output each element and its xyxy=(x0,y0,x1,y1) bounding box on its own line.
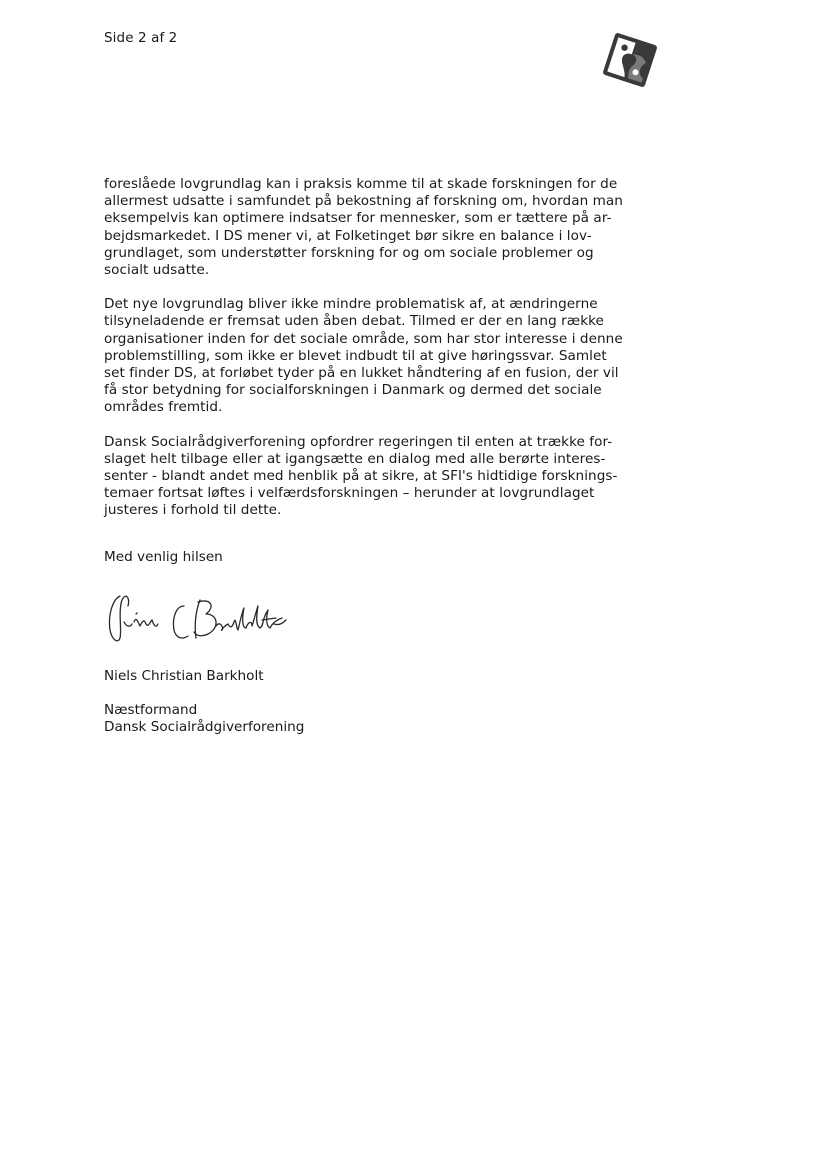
text-line: tilsyneladende er fremsat uden åben debat. Tilmed er der en lang række xyxy=(104,313,604,330)
text-line: bejdsmarkedet. I DS mener vi, at Folketinget bør sikre en balance i lov- xyxy=(104,227,592,244)
text-line: få stor betydning for socialforskningen i Danmark og dermed det sociale xyxy=(104,382,602,399)
text-line: grundlaget, som understøtter forskning for og om sociale problemer og xyxy=(104,244,594,261)
text-line: områdes fremtid. xyxy=(104,399,223,416)
text-line: temaer fortsat løftes i velfærdsforskningen – herunder at lovgrundlaget xyxy=(104,485,595,502)
signer-block xyxy=(104,702,304,736)
signer-title: Næstformand xyxy=(104,702,198,718)
handwritten-signature xyxy=(96,582,306,652)
text-line: Dansk Socialrådgiverforening opfordrer regeringen til enten at trække for- xyxy=(104,433,613,450)
signer-name: Niels Christian Barkholt xyxy=(104,668,264,684)
text-line: slaget helt tilbage eller at igangsætte en dialog med alle berørte interes- xyxy=(104,450,606,467)
text-line: Det nye lovgrundlag bliver ikke mindre problematisk af, at ændringerne xyxy=(104,296,598,313)
text-line: foreslåede lovgrundlag kan i praksis komme til at skade forskningen for de xyxy=(104,176,618,192)
closing-greeting: Med venlig hilsen xyxy=(104,549,223,565)
paragraph-3 xyxy=(104,434,644,520)
ds-logo-icon xyxy=(598,30,662,90)
paragraph-2 xyxy=(104,296,644,416)
text-line: organisationer inden for det sociale område, som har stor interesse i denne xyxy=(104,330,623,347)
text-line: senter - blandt andet med henblik på at sikre, at SFI's hidtidige forsknings- xyxy=(104,468,618,485)
text-line: allermest udsatte i samfundet på bekostning af forskning om, hvordan man xyxy=(104,193,623,210)
text-line: socialt udsatte. xyxy=(104,262,210,279)
letter-body xyxy=(104,176,644,537)
page-number: Side 2 af 2 xyxy=(104,30,178,46)
text-line: set finder DS, at forløbet tyder på en lukket håndtering af en fusion, der vil xyxy=(104,365,619,382)
text-line: justeres i forhold til dette. xyxy=(104,502,282,519)
signer-organization: Dansk Socialrådgiverforening xyxy=(104,719,305,736)
text-line: eksempelvis kan optimere indsatser for mennesker, som er tættere på ar- xyxy=(104,210,612,227)
text-line: problemstilling, som ikke er blevet indbudt til at give høringssvar. Samlet xyxy=(104,347,607,364)
paragraph-1 xyxy=(104,176,644,279)
